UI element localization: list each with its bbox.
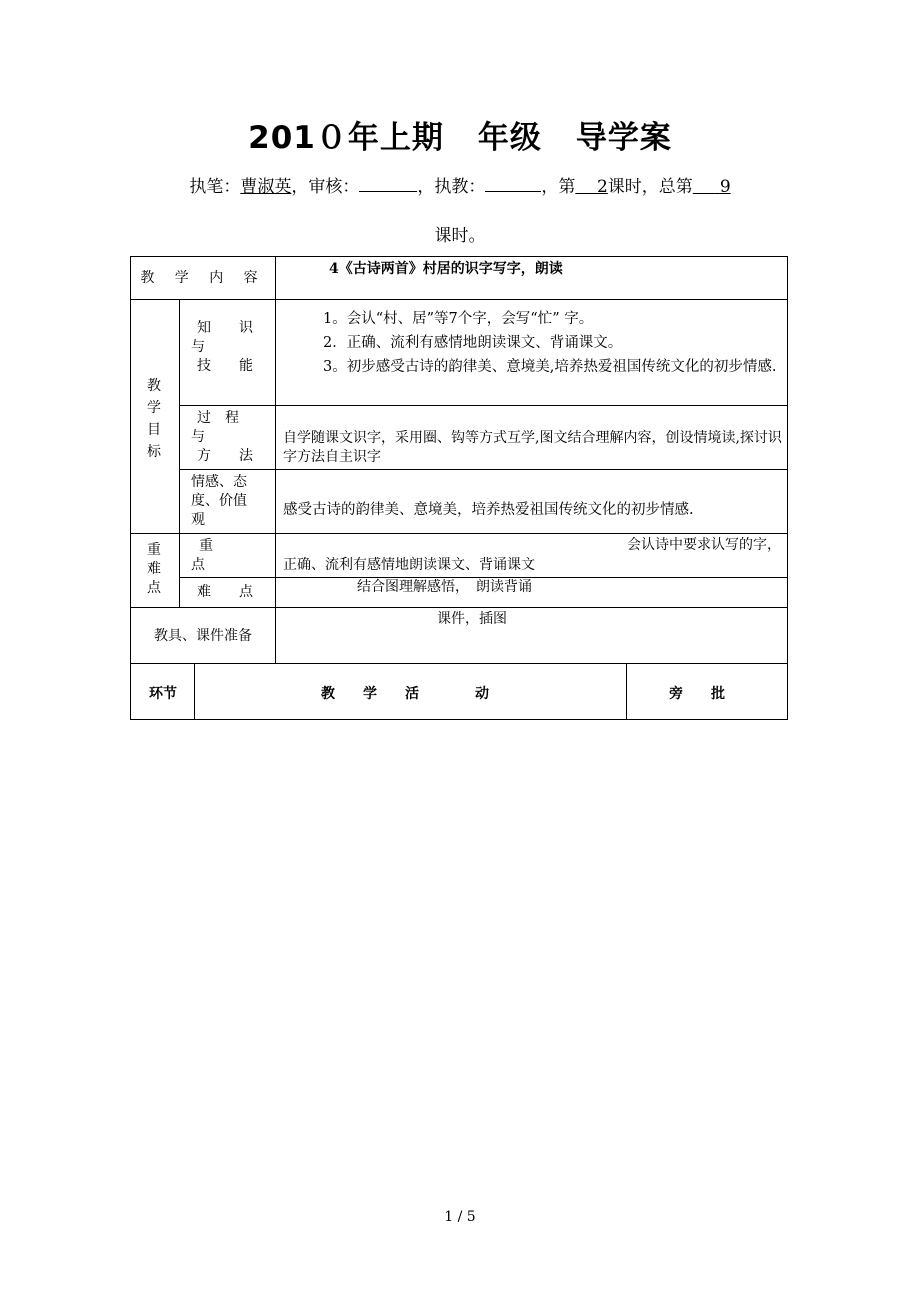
lesson-number: 2 [596, 177, 608, 197]
content-label: 教 学 内 容 [140, 270, 266, 286]
lesson-unit: 课时，总第 [607, 177, 693, 197]
teacher-blank [485, 175, 541, 192]
tools-text: 课件，插图 [437, 611, 507, 627]
knowledge-item-2: 2．正确、流利有感情地朗读课文、背诵课文。 [323, 335, 623, 351]
process-label: 过 程 与 方 法 [191, 410, 253, 464]
title-doc: 导学案 [575, 120, 672, 156]
author-label: 执笔： [189, 177, 241, 197]
attitude-text: 感受古诗的韵律美、意境美，培养热爱祖国传统文化的初步情感. [283, 502, 694, 518]
content-value: 4《古诗两首》村居的识字写字，朗读 [329, 261, 563, 277]
col-stage: 环节 [149, 686, 177, 702]
attitude-label: 情感、态 度、价值 观 [191, 474, 247, 528]
col-activity: 教 学 活 动 [321, 686, 489, 702]
tools-label: 教具、课件准备 [154, 628, 252, 644]
total-number: 9 [719, 177, 731, 197]
knowledge-text [283, 307, 781, 379]
lesson-plan-table [130, 256, 788, 720]
key-label: 重 点 [191, 538, 213, 573]
reviewer-label: ，审核： [291, 177, 360, 197]
goals-label: 教学目标 [147, 378, 161, 460]
reviewer-blank [359, 175, 417, 192]
col-notes: 旁 批 [669, 686, 725, 702]
knowledge-item-3: 3。初步感受古诗的韵律美、意境美,培养热爱祖国传统文化的初步情感. [323, 359, 777, 375]
teacher-label: ，执教： [417, 177, 486, 197]
title-grade: 年级 [477, 120, 542, 156]
process-text: 自学随课文识字，采用圈、钩等方式互学,图文结合理解内容，创设情境读,探讨识字方法自主识字 [283, 430, 782, 465]
title-year: 201０年上期 [248, 120, 444, 156]
difficult-label: 难 点 [197, 584, 253, 600]
author-name: 曹淑英 [240, 177, 292, 197]
lesson-label: ，第 [541, 177, 576, 197]
meta-line [0, 172, 920, 197]
knowledge-item-1: 1。会认“村、居”等7个字，会写“忙” 字。 [323, 311, 594, 327]
knowledge-label: 知 识 与 技 能 [191, 320, 253, 374]
page-title [0, 112, 920, 157]
difficult-text: 结合图理解感悟， 朗读背诵 [357, 579, 532, 595]
key-text-2: 正确、流利有感情地朗读课文、背诵课文 [283, 557, 535, 573]
page-number: 1 / 5 [444, 1209, 476, 1225]
meta-line-2: 课时。 [434, 226, 486, 246]
key-text-1: 会认诗中要求认写的字， [627, 537, 781, 553]
keypoints-label: 重难点 [147, 542, 161, 596]
